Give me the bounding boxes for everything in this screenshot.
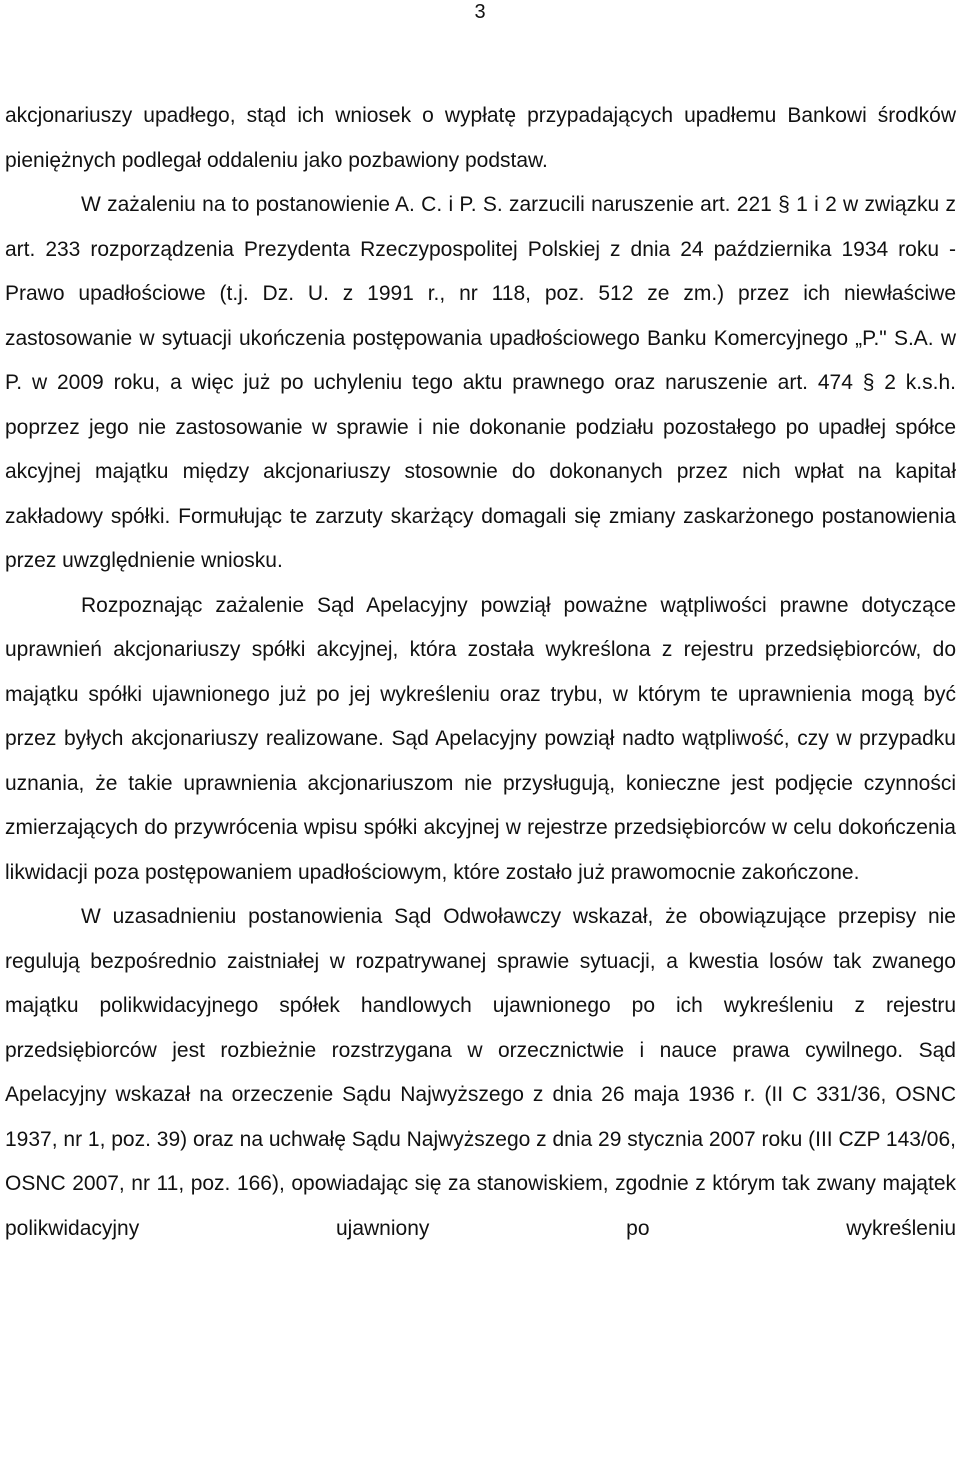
page-number: 3 — [474, 1, 486, 23]
paragraph-2: W zażaleniu na to postanowienie A. C. i P. S. zarzucili naruszenie art. 221 § 1 i 2 w związku z art. 233 rozporządzenia Prezydenta Rzeczypospolitej Polskiej z dnia 24 października 1934 roku - Prawo upadłościowe (t.j. Dz. U. z 1991 r., nr 118, poz. 512 ze zm.) przez ich niewłaściwe zastosowanie w sytuacji ukończenia postępowania upadłościowego Banku Komercyjnego „P." S.A. w P. w 2009 roku, a więc już po uchyleniu tego aktu prawnego oraz naruszenie art. 474 § 2 k.s.h. poprzez jego nie zastosowanie w sprawie i nie dokonanie podziału pozostałego po upadłej spółce akcyjnej majątku między akcjonariuszy stosownie do dokonanych przez nich wpłat na kapitał zakładowy spółki. Formułując te zarzuty skarżący domagali się zmiany zaskarżonego postanowienia przez uwzględnienie wniosku. — [5, 193, 956, 572]
paragraph-3: Rozpoznając zażalenie Sąd Apelacyjny powziął poważne wątpliwości prawne dotyczące uprawnień akcjonariuszy spółki akcyjnej, która została wykreślona z rejestru przedsiębiorców, do majątku spółki ujawnionego już po jej wykreśleniu oraz trybu, w którym te uprawnienia mogą być przez byłych akcjonariuszy realizowane. Sąd Apelacyjny powziął nadto wątpliwość, czy w przypadku uznania, że takie uprawnienia akcjonariuszom nie przysługują, konieczne jest podjęcie czynności zmierzających do przywrócenia wpisu spółki akcyjnej w rejestrze przedsiębiorców w celu dokończenia likwidacji poza postępowaniem upadłościowym, które zostało już prawomocnie zakończone. — [5, 593, 956, 884]
paragraph-1: akcjonariuszy upadłego, stąd ich wniosek o wypłatę przypadających upadłemu Bankowi środków pieniężnych podlegał oddaleniu jako pozbawiony podstaw. — [5, 104, 956, 172]
paragraph-4: W uzasadnieniu postanowienia Sąd Odwoławczy wskazał, że obowiązujące przepisy nie regulują bezpośrednio zaistniałej w rozpatrywanej sprawie sytuacji, a kwestia losów tak zwanego majątku polikwidacyjnego spółek handlowych ujawnionego po ich wykreśleniu z rejestru przedsiębiorców jest rozbieżnie rozstrzygana w orzecznictwie i nauce prawa cywilnego. Sąd Apelacyjny wskazał na orzeczenie Sądu Najwyższego z dnia 26 maja 1936 r. (II C 331/36, OSNC 1937, nr 1, poz. 39) oraz na uchwałę Sądu Najwyższego z dnia 29 stycznia 2007 roku (III CZP 143/06, OSNC 2007, nr 11, poz. 166), opowiadając się za stanowiskiem, zgodnie z którym tak zwany majątek polikwidacyjny ujawniony po wykreśleniu — [5, 905, 956, 1240]
document-body — [5, 94, 956, 1251]
